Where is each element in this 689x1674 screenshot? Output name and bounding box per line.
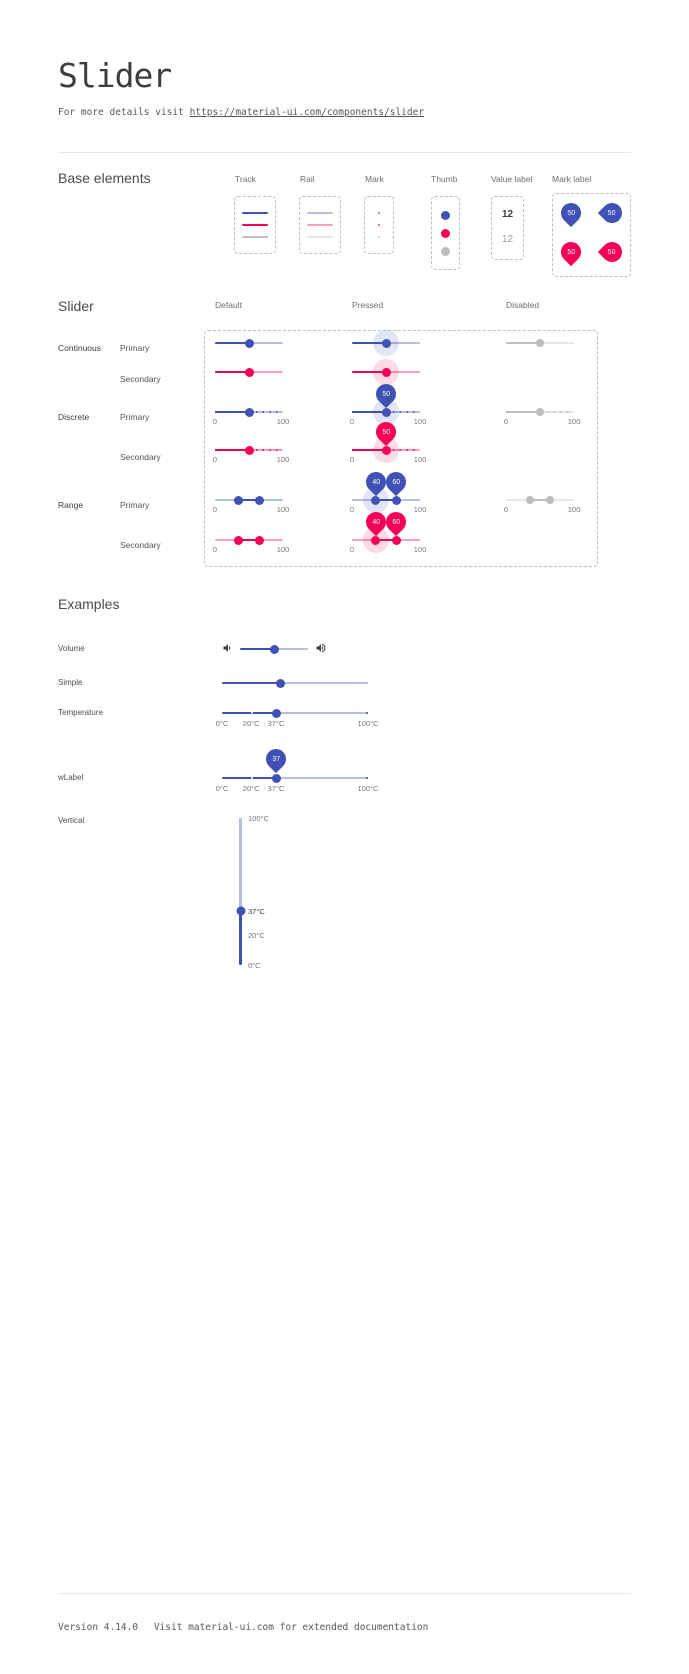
- volume-slider[interactable]: [240, 648, 308, 650]
- slider-thumb-low[interactable]: [234, 536, 243, 545]
- thumb-secondary: [441, 229, 450, 238]
- mark-label-0c: 0°C: [215, 784, 229, 793]
- slider-thumb[interactable]: [245, 446, 254, 455]
- vertical-label: Vertical: [58, 816, 85, 825]
- mark-label-100c: 100°C: [357, 719, 379, 728]
- value-label-balloon-high: 60: [382, 508, 410, 536]
- mark-primary: [378, 212, 380, 214]
- simple-slider[interactable]: [222, 682, 368, 684]
- col-header-value-label: Value label: [491, 174, 533, 184]
- mark-label-secondary-left: 50: [598, 238, 626, 266]
- mark-secondary: [378, 224, 380, 226]
- scale-min: 0: [212, 455, 218, 464]
- rail-disabled: [307, 236, 333, 238]
- vertical-mark-100c: 100°C: [248, 814, 269, 823]
- mark-swatch-box: [364, 196, 394, 254]
- scale-min: 0: [212, 505, 218, 514]
- slider-thumb-low[interactable]: [371, 496, 380, 505]
- slider-thumb-high[interactable]: [392, 536, 401, 545]
- vertical-mark-37c: 37°C: [248, 907, 265, 916]
- subtitle: [58, 107, 424, 118]
- group-label-continuous: Continuous: [58, 343, 102, 353]
- variant-label-secondary-3: Secondary: [120, 540, 161, 550]
- slider-thumb-low[interactable]: [234, 496, 243, 505]
- slider-discrete-secondary-pressed[interactable]: [349, 428, 427, 464]
- slider-thumb[interactable]: [245, 368, 254, 377]
- scale-min: 0: [349, 455, 355, 464]
- page-title: Slider: [58, 56, 172, 95]
- thumb-disabled: [441, 247, 450, 256]
- slider-range-secondary-default[interactable]: [212, 539, 290, 554]
- slider-thumb[interactable]: [272, 774, 281, 783]
- slider-thumb[interactable]: [245, 339, 254, 348]
- scale-max: 100: [276, 455, 290, 464]
- volume-label: Volume: [58, 644, 85, 653]
- slider-thumb[interactable]: [272, 709, 281, 718]
- col-header-track: Track: [235, 174, 256, 184]
- footer-divider: [58, 1593, 631, 1594]
- col-header-pressed: Pressed: [352, 300, 384, 310]
- mark-label-37c: 37°C: [267, 719, 285, 728]
- slider-discrete-primary-default[interactable]: [212, 411, 290, 426]
- slider-thumb: [536, 408, 544, 416]
- mark-label-37c: 37°C: [267, 784, 285, 793]
- value-label-balloon: 50: [372, 418, 400, 446]
- temperature-label: Temperature: [58, 708, 103, 717]
- subtitle-text: For more details visit: [58, 107, 190, 118]
- track-primary: [242, 212, 268, 214]
- scale-min: 0: [349, 545, 355, 554]
- thumb-swatch-box: [431, 196, 460, 270]
- slider-range-secondary-pressed[interactable]: [349, 518, 427, 554]
- vertical-slider[interactable]: [239, 818, 242, 965]
- scale-max: 100: [276, 505, 290, 514]
- value-label-balloon: 37: [262, 745, 290, 773]
- slider-section-heading: Slider: [58, 298, 94, 314]
- docs-link[interactable]: https://material-ui.com/components/slider: [189, 107, 425, 118]
- value-label-balloon: 50: [372, 380, 400, 408]
- value-label-swatch-box: [491, 196, 524, 260]
- thumb-primary: [441, 211, 450, 220]
- base-elements-heading: Base elements: [58, 170, 151, 186]
- scale-max: 100: [276, 417, 290, 426]
- scale-max: 100: [276, 545, 290, 554]
- slider-range-disabled: [503, 499, 581, 514]
- mark-label-primary-left: 50: [598, 199, 626, 227]
- vertical-mark-20c: 20°C: [248, 931, 265, 940]
- group-label-discrete: Discrete: [58, 412, 90, 422]
- col-header-disabled: Disabled: [506, 300, 540, 310]
- variant-label-primary-3: Primary: [120, 500, 150, 510]
- scale-min: 0: [349, 417, 355, 426]
- slider-thumb[interactable]: [382, 446, 391, 455]
- examples-heading: Examples: [58, 596, 120, 612]
- slider-range-primary-default[interactable]: [212, 499, 290, 514]
- header-divider: [58, 152, 631, 153]
- slider-discrete-primary-pressed[interactable]: [349, 390, 427, 426]
- slider-thumb-high[interactable]: [255, 496, 264, 505]
- slider-continuous-secondary-pressed[interactable]: [352, 371, 420, 373]
- wlabel-label: wLabel: [58, 773, 84, 782]
- rail-primary: [307, 212, 333, 214]
- mark-label-20c: 20°C: [242, 719, 260, 728]
- mark-disabled: [378, 236, 380, 238]
- col-header-rail: Rail: [300, 174, 315, 184]
- scale-min: 0: [349, 505, 355, 514]
- value-label-active: 12: [501, 209, 514, 220]
- mark-label-20c: 20°C: [242, 784, 260, 793]
- mark-label-secondary-down: 50: [557, 238, 585, 266]
- mark-label-primary-down: 50: [557, 199, 585, 227]
- slider-thumb[interactable]: [236, 906, 245, 915]
- slider-thumb-low[interactable]: [371, 536, 380, 545]
- slider-continuous-primary-pressed[interactable]: [352, 342, 420, 344]
- footer: [58, 1622, 428, 1633]
- variant-label-secondary-2: Secondary: [120, 452, 161, 462]
- rail-swatch-box: [299, 196, 341, 254]
- slider-continuous-primary-default[interactable]: [215, 342, 283, 344]
- simple-label: Simple: [58, 678, 83, 687]
- slider-thumb[interactable]: [276, 679, 285, 688]
- scale-max: 100: [413, 417, 427, 426]
- slider-continuous-secondary-default[interactable]: [215, 371, 283, 373]
- scale-max: 100: [413, 455, 427, 464]
- slider-thumb[interactable]: [382, 368, 391, 377]
- scale-min: 0: [212, 417, 218, 426]
- footer-version: Version 4.14.0: [58, 1622, 139, 1633]
- value-label-muted: 12: [501, 234, 514, 245]
- slider-range-primary-pressed[interactable]: [349, 478, 427, 514]
- scale-max: 100: [567, 417, 581, 426]
- mark-label-0c: 0°C: [215, 719, 229, 728]
- slider-thumb-low: [526, 496, 534, 504]
- slider-discrete-disabled: [503, 411, 581, 426]
- col-header-thumb: Thumb: [431, 174, 458, 184]
- variant-label-secondary: Secondary: [120, 374, 161, 384]
- slider-thumb[interactable]: [382, 339, 391, 348]
- scale-max: 100: [413, 545, 427, 554]
- value-label-balloon-low: 40: [362, 468, 390, 496]
- track-swatch-box: [234, 196, 276, 254]
- variant-label-primary: Primary: [120, 343, 150, 353]
- scale-min: 0: [503, 417, 509, 426]
- vertical-mark-0c: 0°C: [248, 961, 261, 970]
- slider-discrete-secondary-default[interactable]: [212, 449, 290, 464]
- variant-label-primary-2: Primary: [120, 412, 150, 422]
- scale-min: 0: [212, 545, 218, 554]
- slider-thumb[interactable]: [270, 645, 279, 654]
- rail-secondary: [307, 224, 333, 226]
- footer-note: Visit material-ui.com for extended documentation: [153, 1622, 429, 1633]
- group-label-range: Range: [58, 500, 84, 510]
- col-header-mark: Mark: [365, 174, 384, 184]
- scale-min: 0: [503, 505, 509, 514]
- wlabel-slider[interactable]: [215, 755, 379, 793]
- value-label-balloon-high: 60: [382, 468, 410, 496]
- track-secondary: [242, 224, 268, 226]
- volume-up-icon: [315, 642, 327, 654]
- slider-continuous-disabled: [506, 342, 574, 344]
- scale-max: 100: [413, 505, 427, 514]
- slider-thumb[interactable]: [382, 408, 391, 417]
- volume-down-icon: [221, 642, 233, 654]
- mark-label-swatch-box: [552, 193, 631, 277]
- slider-thumb-high[interactable]: [392, 496, 401, 505]
- value-label-balloon-low: 40: [362, 508, 390, 536]
- scale-max: 100: [567, 505, 581, 514]
- mark-label-100c: 100°C: [357, 784, 379, 793]
- slider-thumb-high[interactable]: [255, 536, 264, 545]
- slider-thumb[interactable]: [245, 408, 254, 417]
- col-header-mark-label: Mark label: [552, 174, 592, 184]
- temperature-slider[interactable]: [215, 712, 379, 728]
- slider-thumb: [536, 339, 544, 347]
- col-header-default: Default: [215, 300, 242, 310]
- track-disabled: [242, 236, 268, 238]
